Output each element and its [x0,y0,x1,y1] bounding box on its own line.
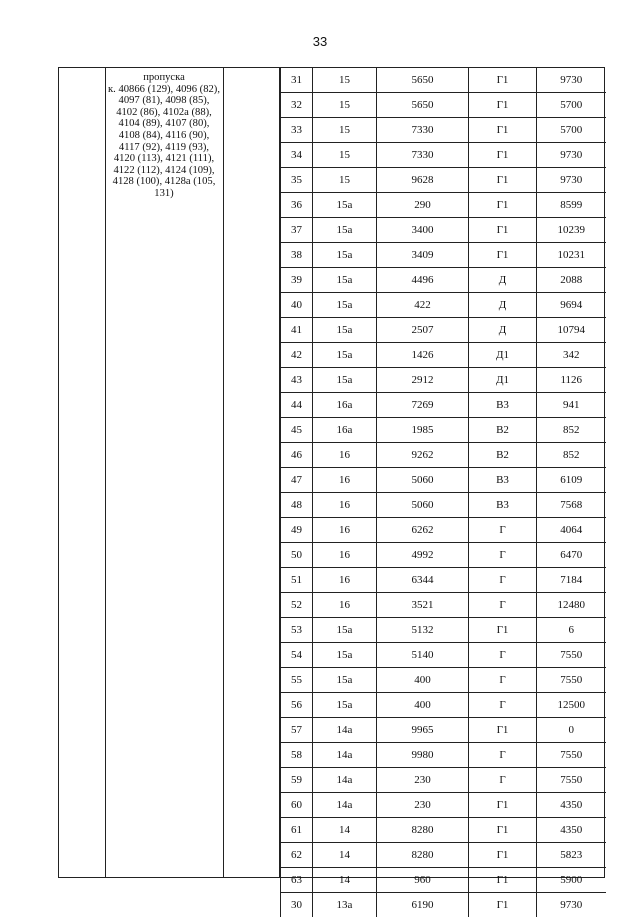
page-number: 33 [0,34,640,49]
table-row [281,743,606,768]
row-number-cell: 63 [281,868,313,893]
row-number-cell: 44 [281,393,313,418]
description-line: 4122 (112), 4124 (109), [106,165,222,177]
row-number-cell: 36 [281,193,313,218]
value-cell: 9262 [377,443,469,468]
section-cell: 15а [313,243,377,268]
code-cell: Г [469,743,537,768]
measure-cell: 4350 [537,818,606,843]
section-cell: 16 [313,593,377,618]
value-cell: 4496 [377,268,469,293]
value-cell: 6190 [377,893,469,917]
table-row [281,193,606,218]
code-cell: Г1 [469,193,537,218]
table-row [281,693,606,718]
value-cell: 9980 [377,743,469,768]
table-row [281,293,606,318]
row-number-cell: 53 [281,618,313,643]
value-cell: 5650 [377,68,469,93]
table-row [281,418,606,443]
row-number-cell: 33 [281,118,313,143]
section-cell: 15а [313,693,377,718]
code-cell: Д [469,268,537,293]
row-number-cell: 55 [281,668,313,693]
code-cell: Г [469,643,537,668]
measure-cell: 1126 [537,368,606,393]
value-cell: 6344 [377,568,469,593]
row-number-cell: 48 [281,493,313,518]
measure-cell: 6470 [537,543,606,568]
row-number-cell: 62 [281,843,313,868]
section-cell: 14 [313,818,377,843]
code-cell: Г1 [469,168,537,193]
description-line: пропуска [106,72,222,84]
table-row [281,568,606,593]
section-cell: 14а [313,793,377,818]
measure-cell: 9694 [537,293,606,318]
description-line: 4128 (100), 4128а (105, [106,176,222,188]
section-cell: 16 [313,493,377,518]
section-cell: 15а [313,643,377,668]
value-cell: 7330 [377,143,469,168]
code-cell: Г [469,768,537,793]
section-cell: 15а [313,293,377,318]
measure-cell: 12500 [537,693,606,718]
section-cell: 16 [313,568,377,593]
code-cell: Д1 [469,343,537,368]
value-cell: 5650 [377,93,469,118]
table-row [281,343,606,368]
value-cell: 3521 [377,593,469,618]
section-cell: 15 [313,93,377,118]
section-cell: 15 [313,118,377,143]
code-cell: В3 [469,468,537,493]
section-cell: 15а [313,668,377,693]
value-cell: 7269 [377,393,469,418]
section-cell: 14а [313,743,377,768]
table-row [281,443,606,468]
code-cell: Г1 [469,93,537,118]
table-row [281,668,606,693]
code-cell: Д [469,293,537,318]
value-cell: 5060 [377,493,469,518]
code-cell: Г1 [469,143,537,168]
value-cell: 3400 [377,218,469,243]
measure-cell: 5700 [537,118,606,143]
code-cell: Г [469,518,537,543]
table-row [281,243,606,268]
measure-cell: 10794 [537,318,606,343]
section-cell: 15а [313,618,377,643]
section-cell: 15 [313,143,377,168]
table-row [281,493,606,518]
row-number-cell: 61 [281,818,313,843]
value-cell: 6262 [377,518,469,543]
section-cell: 16а [313,393,377,418]
table-row [281,618,606,643]
table-row [281,68,606,93]
code-cell: Д [469,318,537,343]
row-number-cell: 56 [281,693,313,718]
section-cell: 14 [313,868,377,893]
description-line: 4108 (84), 4116 (90), [106,130,222,142]
row-number-cell: 42 [281,343,313,368]
measure-cell: 5700 [537,93,606,118]
description-cell [106,72,222,200]
row-number-cell: 40 [281,293,313,318]
code-cell: Г1 [469,868,537,893]
table-row [281,843,606,868]
value-cell: 8280 [377,843,469,868]
value-cell: 290 [377,193,469,218]
table-body [281,68,606,917]
measure-cell: 7550 [537,643,606,668]
section-cell: 16 [313,443,377,468]
section-cell: 15а [313,368,377,393]
column-divider [223,68,224,877]
table-row [281,643,606,668]
description-line: 4120 (113), 4121 (111), [106,153,222,165]
row-number-cell: 50 [281,543,313,568]
section-cell: 14а [313,718,377,743]
table-row [281,593,606,618]
measure-cell: 7568 [537,493,606,518]
table-row [281,718,606,743]
measure-cell: 6109 [537,468,606,493]
row-number-cell: 32 [281,93,313,118]
value-cell: 4992 [377,543,469,568]
section-cell: 14 [313,843,377,868]
section-cell: 16 [313,543,377,568]
code-cell: Г [469,568,537,593]
value-cell: 7330 [377,118,469,143]
description-line: 4117 (92), 4119 (93), [106,142,222,154]
code-cell: В3 [469,493,537,518]
code-cell: Г1 [469,618,537,643]
measure-cell: 5823 [537,843,606,868]
measure-cell: 7550 [537,768,606,793]
value-cell: 230 [377,793,469,818]
row-number-cell: 51 [281,568,313,593]
data-table-sheet [58,67,605,878]
measure-cell: 7184 [537,568,606,593]
table-row [281,318,606,343]
measure-cell: 8599 [537,193,606,218]
code-cell: Г1 [469,118,537,143]
section-cell: 15 [313,68,377,93]
table-row [281,818,606,843]
coordinates-table [280,68,606,917]
measure-cell: 5900 [537,868,606,893]
measure-cell: 12480 [537,593,606,618]
table-row [281,518,606,543]
code-cell: Г [469,668,537,693]
section-cell: 15а [313,343,377,368]
code-cell: Г1 [469,793,537,818]
row-number-cell: 47 [281,468,313,493]
description-line: 4102 (86), 4102а (88), [106,107,222,119]
table-row [281,118,606,143]
value-cell: 9628 [377,168,469,193]
description-line: 4097 (81), 4098 (85), [106,95,222,107]
value-cell: 5140 [377,643,469,668]
table-row [281,268,606,293]
row-number-cell: 37 [281,218,313,243]
table-row [281,143,606,168]
code-cell: В3 [469,393,537,418]
value-cell: 230 [377,768,469,793]
row-number-cell: 34 [281,143,313,168]
code-cell: Г1 [469,243,537,268]
value-cell: 3409 [377,243,469,268]
table-row [281,793,606,818]
table-row [281,468,606,493]
table-row [281,368,606,393]
value-cell: 960 [377,868,469,893]
row-number-cell: 30 [281,893,313,917]
measure-cell: 4350 [537,793,606,818]
code-cell: Г1 [469,818,537,843]
code-cell: Г1 [469,893,537,917]
code-cell: В2 [469,443,537,468]
table-row [281,393,606,418]
section-cell: 16а [313,418,377,443]
measure-cell: 342 [537,343,606,368]
row-number-cell: 57 [281,718,313,743]
row-number-cell: 54 [281,643,313,668]
row-number-cell: 59 [281,768,313,793]
value-cell: 400 [377,668,469,693]
value-cell: 1985 [377,418,469,443]
section-cell: 14а [313,768,377,793]
measure-cell: 0 [537,718,606,743]
section-cell: 15а [313,218,377,243]
code-cell: Г1 [469,68,537,93]
measure-cell: 9730 [537,893,606,917]
section-cell: 16 [313,518,377,543]
measure-cell: 6 [537,618,606,643]
row-number-cell: 31 [281,68,313,93]
value-cell: 2507 [377,318,469,343]
measure-cell: 9730 [537,168,606,193]
row-number-cell: 41 [281,318,313,343]
value-cell: 5132 [377,618,469,643]
table-row [281,868,606,893]
table-row [281,543,606,568]
measure-cell: 10231 [537,243,606,268]
code-cell: Г1 [469,218,537,243]
value-cell: 400 [377,693,469,718]
measure-cell: 9730 [537,143,606,168]
row-number-cell: 49 [281,518,313,543]
code-cell: Г [469,693,537,718]
row-number-cell: 45 [281,418,313,443]
measure-cell: 7550 [537,743,606,768]
value-cell: 2912 [377,368,469,393]
measure-cell: 852 [537,443,606,468]
table-row [281,768,606,793]
section-cell: 16 [313,468,377,493]
measure-cell: 941 [537,393,606,418]
value-cell: 5060 [377,468,469,493]
measure-cell: 9730 [537,68,606,93]
measure-cell: 7550 [537,668,606,693]
code-cell: В2 [469,418,537,443]
measure-cell: 4064 [537,518,606,543]
measure-cell: 10239 [537,218,606,243]
code-cell: Г1 [469,718,537,743]
value-cell: 9965 [377,718,469,743]
row-number-cell: 38 [281,243,313,268]
section-cell: 15а [313,193,377,218]
row-number-cell: 35 [281,168,313,193]
table-row [281,93,606,118]
row-number-cell: 52 [281,593,313,618]
table-row [281,218,606,243]
measure-cell: 2088 [537,268,606,293]
row-number-cell: 58 [281,743,313,768]
row-number-cell: 46 [281,443,313,468]
section-cell: 15 [313,168,377,193]
code-cell: Г [469,543,537,568]
row-number-cell: 39 [281,268,313,293]
section-cell: 15а [313,318,377,343]
code-cell: Г1 [469,843,537,868]
description-line: 4104 (89), 4107 (80), [106,118,222,130]
code-cell: Д1 [469,368,537,393]
value-cell: 422 [377,293,469,318]
section-cell: 15а [313,268,377,293]
row-number-cell: 60 [281,793,313,818]
measure-cell: 852 [537,418,606,443]
value-cell: 8280 [377,818,469,843]
description-line: к. 40866 (129), 4096 (82), [106,84,222,96]
description-line: 131) [106,188,222,200]
code-cell: Г [469,593,537,618]
value-cell: 1426 [377,343,469,368]
row-number-cell: 43 [281,368,313,393]
section-cell: 13а [313,893,377,917]
table-row [281,168,606,193]
